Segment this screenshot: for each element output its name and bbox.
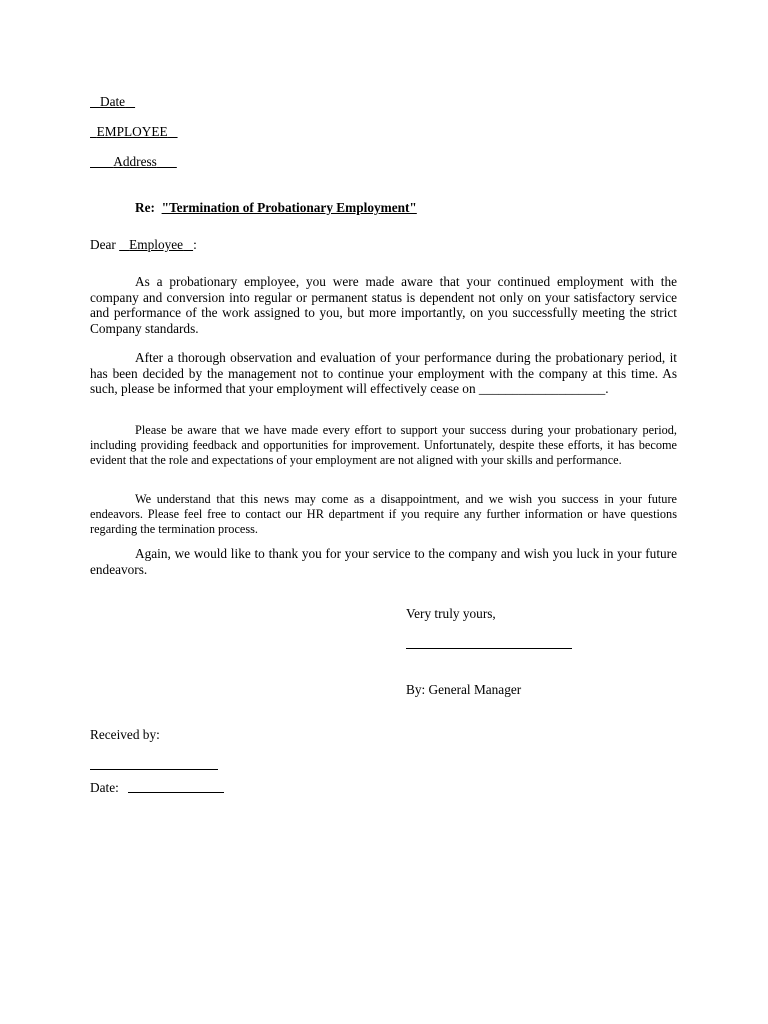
salutation bbox=[90, 237, 197, 253]
receipt-date-label: Date: bbox=[90, 780, 119, 795]
receipt-date bbox=[90, 780, 119, 796]
signature-line bbox=[406, 648, 572, 649]
address-field bbox=[90, 154, 177, 170]
date-field-label: Date bbox=[99, 94, 126, 109]
body-paragraph-5-text: Again, we would like to thank you for your service to the company and wish you luck in your future endeavors. bbox=[90, 546, 677, 577]
body-paragraph-2 bbox=[90, 350, 677, 397]
valediction: Very truly yours, bbox=[406, 606, 496, 621]
received-by-label: Received by: bbox=[90, 727, 160, 742]
body-paragraph-1 bbox=[90, 274, 677, 336]
signatory: By: General Manager bbox=[406, 682, 522, 697]
body-paragraph-1-text: As a probationary employee, you were made aware that your continued employment with the company and conversion into regular or permanent status is dependent not only on your satisfactory service and performance of the work assigned to you, but more importantly, on you successfully meeting the strict Company standards. bbox=[90, 274, 677, 336]
body-paragraph-4 bbox=[90, 492, 677, 538]
body-paragraph-2-text: After a thorough observation and evaluation of your performance during the probationary period, it has been decided by the management not to continue your employment with the company at this time. As such, please be informed that your employment will effectively cease on ___________________. bbox=[90, 350, 677, 396]
subject-line bbox=[135, 200, 417, 216]
salutation-colon: : bbox=[193, 237, 197, 252]
employee-field bbox=[90, 124, 178, 140]
body-paragraph-3 bbox=[90, 423, 677, 469]
receipt-date-line bbox=[128, 792, 224, 793]
salutation-dear: Dear bbox=[90, 237, 116, 252]
salutation-name: Employee bbox=[129, 237, 184, 252]
body-paragraph-5 bbox=[90, 546, 677, 577]
date-field bbox=[90, 94, 135, 110]
subject-title: "Termination of Probationary Employment" bbox=[161, 200, 417, 215]
received-by-signature-line bbox=[90, 769, 218, 770]
address-field-label: Address bbox=[113, 154, 157, 169]
subject-prefix: Re: bbox=[135, 200, 155, 215]
body-paragraph-3-text: Please be aware that we have made every effort to support your success during your probationary period, including providing feedback and opportunities for improvement. Unfortunately, despite these efforts, it has become evident that the role and expectations of your employment are not aligned with your skills and performance. bbox=[90, 423, 677, 468]
employee-field-label: EMPLOYEE bbox=[96, 124, 168, 139]
body-paragraph-4-text: We understand that this news may come as a disappointment, and we wish you success in your future endeavors. Please feel free to contact our HR department if you require any further information or have questions regarding the termination process. bbox=[90, 492, 677, 537]
